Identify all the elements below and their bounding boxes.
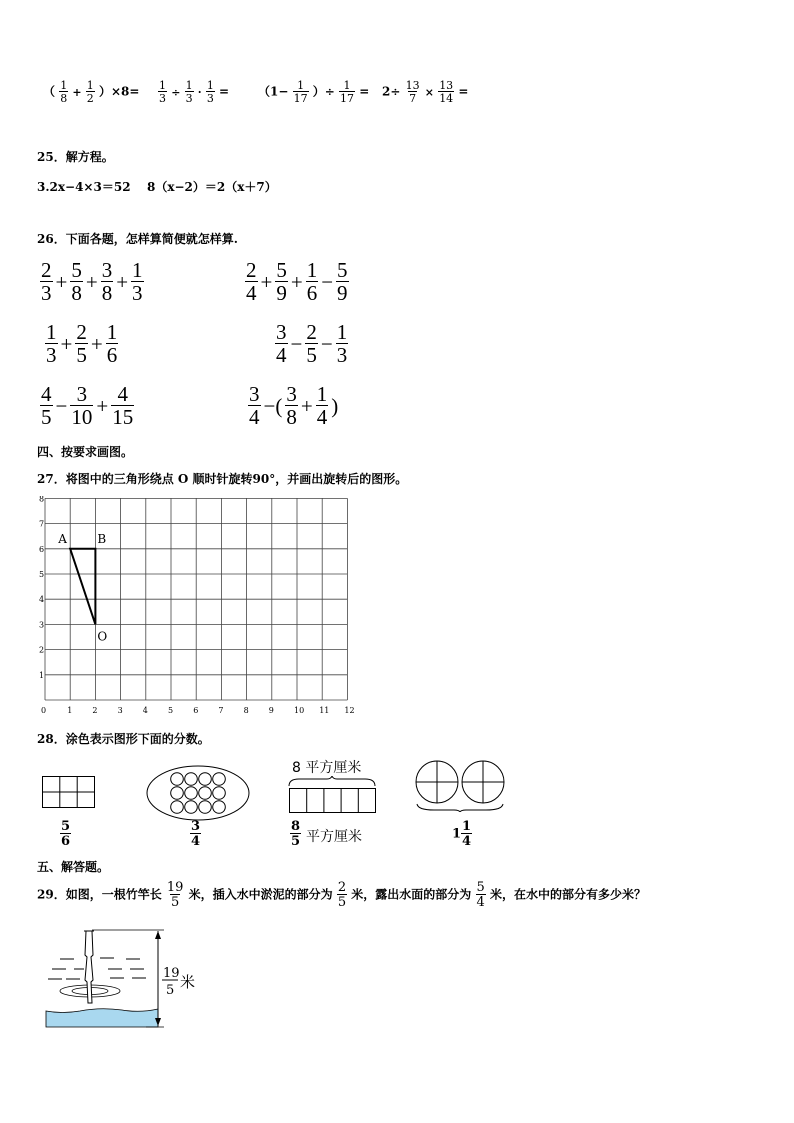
x-tick-label: 8 — [243, 706, 249, 715]
fraction: $\frac{5}{9}$ — [276, 258, 287, 305]
fraction: $\frac{3}{8}$ — [286, 382, 297, 429]
operator: + — [96, 393, 109, 418]
fraction: $\frac{2}{4}$ — [246, 258, 257, 305]
section-4-heading: 四、按要求画图。 — [37, 445, 134, 459]
small-circle — [199, 787, 212, 800]
fraction-5-6: $\frac{5}{6}$ — [61, 819, 71, 849]
operator: + — [55, 269, 68, 294]
y-tick-label: 4 — [39, 595, 45, 605]
fraction: $\frac{2}{5}$ — [306, 320, 317, 367]
small-circle — [213, 773, 226, 786]
small-circle — [185, 787, 198, 800]
q25-title: 25．解方程。 — [37, 150, 114, 164]
y-tick-label: 2 — [39, 645, 45, 655]
q26-expr-r1-right — [245, 260, 349, 304]
rotation-grid — [30, 496, 365, 718]
x-tick-label: 9 — [268, 706, 274, 715]
q24-expr-1: （ $\frac{1}{8}$ + $\frac{1}{2}$ ）×8= — [43, 79, 140, 105]
figure-unit: 米 — [180, 973, 196, 991]
point-a-label: A — [58, 531, 67, 546]
q24-expr-4: 2÷ $\frac{13}{7}$ × $\frac{13}{14}$ = — [382, 79, 469, 105]
mixed-number-1-1-4: 1 $\frac{1}{4}$ — [452, 819, 472, 849]
fraction: $\frac{5}{9}$ — [337, 258, 348, 305]
x-tick-label: 0 — [41, 706, 47, 715]
fraction: $\frac{1}{3}$ — [336, 320, 348, 367]
operator: + — [300, 393, 313, 418]
x-tick-label: 5 — [168, 706, 174, 715]
y-tick-label: 8 — [39, 496, 45, 504]
q24-expr-2: $\frac{1}{3}$ ÷ $\frac{1}{3}$ · $\frac{1}{3}$ = — [159, 79, 230, 105]
fraction: $\frac{1}{6}$ — [306, 258, 318, 305]
q29-question: 29．如图，一根竹竿长 $\frac{19}{5}$ 米，插入水中淤泥的部分为 $\frac{2}{5}$ 米，露出水面的部分为 $\frac{5}{4}$ 米，在水中的部分有多少米？ — [37, 880, 646, 910]
fraction: $\frac{5}{8}$ — [71, 258, 82, 305]
brace-top — [289, 776, 375, 786]
brace-bottom — [417, 804, 503, 812]
x-tick-label: 7 — [218, 706, 224, 715]
operator: ) — [331, 393, 339, 418]
q26-expr-r3-left — [40, 384, 134, 428]
two-quartered-circles — [414, 760, 508, 812]
small-circle — [171, 787, 184, 800]
q27-title: 27．将图中的三角形绕点 O 顺时针旋转90°，并画出旋转后的图形。 — [37, 472, 408, 486]
operator: + — [60, 331, 73, 356]
figure-length-denominator: 5 — [166, 983, 175, 998]
small-circle — [171, 801, 184, 814]
q25-equation-1: 3.2x−4×3＝52 — [37, 180, 131, 194]
operator: + — [116, 269, 129, 294]
q25-equation-2: 8（x−2）＝2（x＋7） — [147, 180, 277, 194]
small-circle — [185, 773, 198, 786]
fraction: $\frac{1}{3}$ — [46, 320, 57, 367]
area-label-top: 8 平方厘米 — [292, 760, 362, 776]
y-tick-label: 5 — [39, 570, 45, 579]
fraction-8-5: $\frac{8}{5}$ — [291, 819, 301, 849]
small-circle — [185, 801, 198, 814]
operator: + — [290, 269, 303, 294]
bamboo-pole-figure — [40, 925, 200, 1030]
small-circle — [171, 773, 184, 786]
x-tick-label: 1 — [67, 706, 73, 715]
operator: − — [290, 331, 303, 356]
x-tick-label: 12 — [344, 706, 355, 715]
grid-lines — [45, 498, 347, 700]
fraction: $\frac{1}{4}$ — [316, 382, 328, 429]
q24-expr-3: （1− $\frac{1}{17}$ ）÷ $\frac{1}{17}$ = — [258, 79, 370, 105]
fraction-3-4: $\frac{3}{4}$ — [191, 819, 201, 849]
operator: + — [85, 269, 98, 294]
fraction: $\frac{3}{4}$ — [249, 382, 260, 429]
operator: + — [260, 269, 273, 294]
q26-expr-r2-left — [45, 322, 118, 366]
y-tick-label: 6 — [39, 544, 45, 554]
x-tick-label: 10 — [294, 706, 305, 715]
q28-title: 28．涂色表示图形下面的分数。 — [37, 732, 210, 746]
y-tick-label: 7 — [39, 519, 45, 529]
q26-title: 26．下面各题，怎样算简便就怎样算. — [37, 232, 238, 246]
rectangle-grid-shape — [42, 776, 96, 809]
y-tick-label: 1 — [39, 670, 45, 680]
small-circle — [199, 801, 212, 814]
strip-shape — [287, 776, 379, 814]
operator: + — [90, 331, 103, 356]
fraction: $\frac{1}{6}$ — [106, 320, 118, 367]
fraction: $\frac{3}{4}$ — [276, 320, 287, 367]
operator: − — [321, 269, 334, 294]
x-tick-label: 4 — [142, 706, 148, 715]
bamboo-pole — [85, 931, 93, 1003]
fraction: $\frac{4}{15}$ — [112, 382, 134, 429]
small-circle — [213, 801, 226, 814]
operator: −( — [263, 393, 283, 418]
x-tick-label: 2 — [92, 706, 98, 715]
small-circle — [199, 773, 212, 786]
water-mud-area — [46, 1009, 158, 1027]
small-circle — [213, 787, 226, 800]
section-5-heading: 五、解答题。 — [37, 860, 110, 874]
ellipse-with-circles — [146, 765, 250, 821]
y-axis-ticks — [39, 496, 44, 680]
fraction: $\frac{3}{10}$ — [71, 382, 93, 429]
fraction: $\frac{2}{5}$ — [76, 320, 87, 367]
fraction: $\frac{2}{3}$ — [41, 258, 52, 305]
q26-expr-r3-right — [248, 384, 341, 428]
operator: − — [320, 331, 333, 356]
x-tick-label: 3 — [117, 706, 123, 715]
fraction: $\frac{4}{5}$ — [41, 382, 52, 429]
area-unit-label: 平方厘米 — [306, 829, 362, 845]
water-surface-lines — [48, 958, 146, 979]
fraction: $\frac{3}{8}$ — [101, 258, 113, 305]
y-tick-label: 3 — [39, 620, 45, 630]
point-o-label: O — [97, 629, 108, 644]
q26-expr-r2-right — [275, 322, 348, 366]
point-b-label: B — [97, 531, 107, 546]
fraction: $\frac{1}{3}$ — [132, 258, 143, 305]
x-tick-label: 11 — [319, 706, 330, 715]
figure-length-numerator: 19 — [163, 966, 180, 981]
operator: − — [55, 393, 68, 418]
q26-expr-r1-left — [40, 260, 144, 304]
x-tick-label: 6 — [193, 706, 199, 715]
triangle-abo — [70, 549, 95, 625]
x-axis-ticks — [41, 706, 355, 715]
